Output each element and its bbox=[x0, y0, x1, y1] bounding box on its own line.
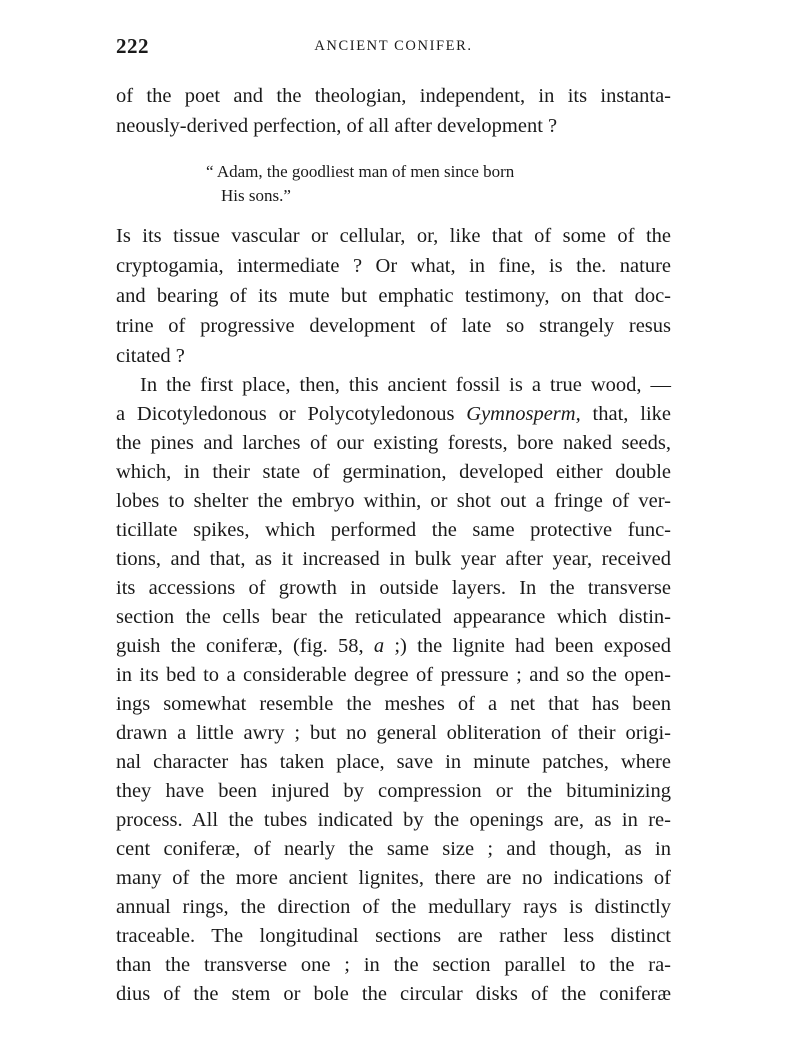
text-segment: that, like bbox=[580, 403, 672, 425]
text-line: section the cells bear the reticulated appearance which distin- bbox=[116, 606, 671, 628]
text-line: process. All the tubes indicated by the openings are, as in re- bbox=[116, 809, 671, 831]
text-line: tions, and that, as it increased in bulk year after year, received bbox=[116, 548, 671, 570]
text-line: drawn a little awry ; but no general obliteration of their origi- bbox=[116, 722, 671, 744]
text-line bbox=[116, 632, 671, 660]
text-line: Is its tissue vascular or cellular, or, like that of some of the bbox=[116, 225, 671, 247]
quote-line: “ Adam, the goodliest man of men since born bbox=[206, 162, 515, 181]
text-segment: guish the coniferæ, (fig. 58, bbox=[116, 635, 374, 657]
italic-term: Gymnosperm, bbox=[466, 403, 581, 425]
text-line: nal character has taken place, save in minute patches, where bbox=[116, 751, 671, 773]
text-line: its accessions of growth in outside layers. In the transverse bbox=[116, 577, 671, 599]
quote-line: His sons.” bbox=[221, 186, 291, 205]
text-line: dius of the stem or bole the circular disks of the coniferæ bbox=[116, 983, 671, 1005]
text-line: cryptogamia, intermediate ? Or what, in fine, is the. nature bbox=[116, 255, 671, 277]
text-line: they have been injured by compression or the bituminizing bbox=[116, 780, 671, 802]
text-line: the pines and larches of our existing forests, bore naked seeds, bbox=[116, 432, 671, 454]
text-line: In the first place, then, this ancient fossil is a true wood, — bbox=[140, 374, 671, 396]
text-line: which, in their state of germination, developed either double bbox=[116, 461, 671, 483]
text-line: lobes to shelter the embryo within, or shot out a fringe of ver- bbox=[116, 490, 671, 512]
text-line: ticillate spikes, which performed the same protective func- bbox=[116, 519, 671, 541]
text-line: trine of progressive development of late so strangely resus bbox=[116, 315, 671, 337]
text-segment: a Dicotyledonous or Polycotyledonous bbox=[116, 403, 467, 425]
page-number: 222 bbox=[116, 34, 149, 58]
page-header bbox=[116, 34, 671, 58]
text-line: ings somewhat resemble the meshes of a net that has been bbox=[116, 693, 671, 715]
text-line: many of the more ancient lignites, there are no indications of bbox=[116, 867, 671, 889]
text-line: neously-derived perfection, of all after development ? bbox=[116, 115, 558, 137]
running-head: ANCIENT CONIFER. bbox=[314, 38, 473, 54]
text-line: citated ? bbox=[116, 345, 185, 367]
text-line bbox=[116, 400, 671, 428]
text-line: and bearing of its mute but emphatic testimony, on that doc- bbox=[116, 285, 671, 307]
text-line: annual rings, the direction of the medullary rays is distinctly bbox=[116, 896, 671, 918]
text-line: in its bed to a considerable degree of pressure ; and so the open- bbox=[116, 664, 671, 686]
text-segment: ;) the lignite had been exposed bbox=[384, 635, 671, 657]
text-line: than the transverse one ; in the section parallel to the ra- bbox=[116, 954, 671, 976]
text-line: traceable. The longitudinal sections are rather less distinct bbox=[116, 925, 671, 947]
italic-term: a bbox=[373, 635, 385, 657]
text-line: of the poet and the theologian, independent, in its instanta- bbox=[116, 85, 671, 107]
text-line: cent coniferæ, of nearly the same size ; and though, as in bbox=[116, 838, 671, 860]
